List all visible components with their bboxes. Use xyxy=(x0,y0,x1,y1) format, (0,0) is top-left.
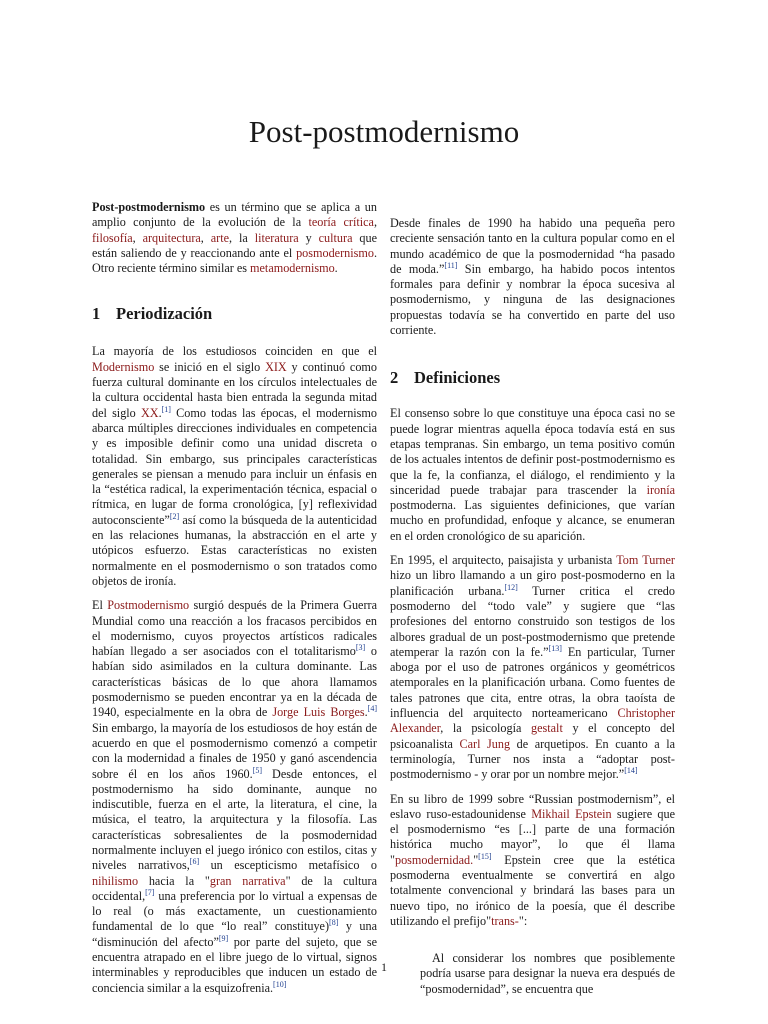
text: " de la cultura occidental, xyxy=(92,873,377,903)
text: El consenso sobre lo que constituye una época casi no se puede lograr mientras aquella época todavía está en sus etapas tempranas. Sin embargo, un tema positivo común de los actuales intentos de definir post-postmodernismo es que la fe, la confianza, el diálogo, el rendimiento y la sinceridad puede trabajar para trascender la xyxy=(390,406,675,497)
citation-ref[interactable]: [14] xyxy=(624,766,638,776)
text: En su libro de 1999 sobre “Russian postmodernism”, el eslavo ruso-estadounidense xyxy=(390,791,675,821)
link-ironia[interactable]: ironía xyxy=(646,482,675,497)
page-title: Post-postmodernismo xyxy=(248,114,520,149)
right-column xyxy=(390,216,675,1006)
text: hizo un libro llamando a un giro post-posmoderno en la planificación urbana. xyxy=(390,568,675,598)
link-postmodernismo[interactable]: Postmodernismo xyxy=(107,598,190,613)
text: postmoderna. Las siguientes definiciones, que varían mucho en profundidad, enfoque y alcance, se enumeran en el orden cronológico de su aparición. xyxy=(390,498,675,543)
text: . xyxy=(158,405,162,420)
text: , xyxy=(200,230,211,245)
link-teoria-critica[interactable]: teoría crítica xyxy=(308,215,374,230)
periodizacion-paragraph-3 xyxy=(390,216,675,338)
link-metamodernismo[interactable]: metamodernismo xyxy=(250,261,335,276)
citation-ref[interactable]: [3] xyxy=(355,643,366,653)
citation-ref[interactable]: [10] xyxy=(273,979,287,989)
citation-ref[interactable]: [1] xyxy=(161,404,171,414)
citation-ref[interactable]: [6] xyxy=(189,857,200,867)
text: así como la búsqueda de la autenticidad en las relaciones humanas, la abstracción en el arte y utópicos esfuerzo. Estas características no existen normalmente en el posmodernismo o son tratados como objetos de ironía. xyxy=(92,512,377,588)
text: que están saliendo de y reaccionando ante el xyxy=(92,230,378,260)
text: Como todas las épocas, el modernismo abarca múltiples direcciones individuales en competencia y es imposible definir como una unidad discreta o totalidad. Sin embargo, sus principales características generales se piensan a menudo para incluir un énfasis en la “estética radical, la experimentación técnica, espacial o rítmica, en lugar de forma cronológica, [y] reflexividad autoconsciente” xyxy=(92,405,377,527)
link-literatura[interactable]: literatura xyxy=(254,230,299,245)
text: de arquetipos. En cuanto a la terminología, Turner nos insta a “adoptar post-postmodernismo - y orar por un nombre mejor.” xyxy=(390,736,676,782)
text: hacia la " xyxy=(138,873,210,888)
text: . Otro reciente término similar es xyxy=(92,245,377,276)
text: , xyxy=(373,215,377,230)
text: Desde finales de 1990 ha habido una pequeña pero creciente sensación tanto en la cultura popular como en el mundo académico de que la posmodernidad “ha pasado de moda.” xyxy=(390,216,675,276)
section-title: Definiciones xyxy=(414,368,501,388)
text: , xyxy=(132,230,143,245)
link-mikhail-epstein[interactable]: Mikhail Epstein xyxy=(531,806,612,821)
text: Turner critica el credo posmoderno del “todo vale” y sugiere que “las profesiones del entorno construido son testigos de los albores gradual de un post-postmodernismo que pretende atemperar la razón con la fe.” xyxy=(390,583,675,659)
text: En 1995, el arquitecto, paisajista y urbanista xyxy=(390,553,617,568)
definiciones-paragraph-3 xyxy=(390,792,675,930)
link-gran-narrativa[interactable]: gran narrativa xyxy=(209,873,286,888)
text: un escepticismo metafísico o xyxy=(199,858,377,873)
quote-text: Al considerar los nombres que posiblemente podría usarse para designar la nueva era después de “posmodernidad”, se encuentra que xyxy=(420,951,675,996)
periodizacion-paragraph-2 xyxy=(92,598,377,996)
definiciones-paragraph-1 xyxy=(390,406,675,544)
text: ": xyxy=(518,913,528,928)
periodizacion-paragraph-1 xyxy=(92,344,377,589)
text: El xyxy=(92,598,108,613)
text: , la xyxy=(229,230,255,245)
text: por parte del sujeto, que se encuentra atrapado en el libre juego de lo virtual, signos interminables y reproducibles que inducen un estado de conciencia similar a la esquizofrenia. xyxy=(92,934,378,995)
link-arte[interactable]: arte xyxy=(210,230,230,245)
text: se inició en el siglo xyxy=(154,359,266,374)
intro-term: Post-postmodernismo xyxy=(92,200,206,214)
text: " xyxy=(473,852,479,867)
text: y una “disminución del afecto” xyxy=(92,919,377,949)
section-title: Periodización xyxy=(116,304,213,324)
citation-ref[interactable]: [4] xyxy=(367,704,377,714)
text: Sin embargo, la mayoría de los estudiosos de hoy están de acuerdo en que el posmodernismo comenzó a competir con la modernidad a finales de 1950 y ganó ascendencia sobre él en los años 1960. xyxy=(92,720,377,781)
text: En particular, Turner aboga por el uso de patrones orgánicos y geométricos atemporales en la planificación urbana. Como fuentes de tales patrones que cita, entre otras, la obra taoísta de influencia del arquitecto norteamericano xyxy=(390,644,675,721)
definiciones-paragraph-2 xyxy=(390,553,675,782)
citation-ref[interactable]: [15] xyxy=(478,851,492,861)
text: Desde entonces, el postmodernismo ha sido dominante, aunque no indiscutible, fuerza en el arte, la literatura, el cine, la música, el teatro, la arquitectura y la filosofía. Las características sobresalientes de la posmodernidad normalmente incluyen el juego irónico con estilos, citas y niveles narrativos, xyxy=(92,766,377,873)
link-christopher-alexander[interactable]: Christopher Alexander xyxy=(390,706,675,736)
text: es un término que se aplica a un amplio conjunto de la evolución de la xyxy=(92,200,377,230)
section-number: 1 xyxy=(92,304,101,324)
text: y continuó como fuerza cultural dominante en los círculos intelectuales de la cultura occidental hasta bien entrada la segunda mitad del siglo xyxy=(92,359,377,420)
text: Sin embargo, ha habido pocos intentos formales para definir y nombrar la época sucesiva al posmodernismo, y ninguna de las designaciones propuestas todavía se ha convertido en parte del uso corriente. xyxy=(390,261,676,338)
text: La mayoría de los estudiosos coinciden en que el xyxy=(92,344,377,359)
intro-paragraph xyxy=(92,200,377,276)
text: y xyxy=(298,230,319,245)
link-nihilismo[interactable]: nihilismo xyxy=(92,873,139,888)
text: surgió después de la Primera Guerra Mundial como una reacción a los fracasos percibidos en el modernismo, cuyos proyectos artísticos radicales habían llegado a ser asociados con el totalitarismo xyxy=(92,598,377,659)
text: sugiere que el posmodernismo “es [...] parte de una formación histórica mucho mayor”, lo que él llama " xyxy=(390,806,675,867)
link-posmodernismo[interactable]: posmodernismo xyxy=(296,245,374,260)
link-xx[interactable]: XX xyxy=(140,405,159,420)
citation-ref[interactable]: [13] xyxy=(548,643,562,653)
link-posmodernidad[interactable]: posmodernidad. xyxy=(394,852,474,867)
text: , la psicología xyxy=(440,721,532,736)
citation-ref[interactable]: [2] xyxy=(169,511,180,521)
text: Epstein cree que la estética posmoderna eventualmente se convertirá en algo totalmente convencional y brindará las bases para un nuevo tipo, no irónico de la poesía, que él describe utilizando el prefijo" xyxy=(390,852,675,928)
link-gestalt[interactable]: gestalt xyxy=(531,721,563,736)
link-jorge-luis-borges[interactable]: Jorge Luis Borges xyxy=(272,705,365,720)
left-column xyxy=(92,200,377,1005)
text: . xyxy=(334,261,338,276)
section-heading-definiciones xyxy=(390,368,675,388)
section-heading-periodizacion xyxy=(92,304,377,324)
link-cultura[interactable]: cultura xyxy=(318,230,353,245)
link-modernismo[interactable]: Modernismo xyxy=(92,359,155,374)
link-tom-turner[interactable]: Tom Turner xyxy=(616,553,675,568)
page-number: 1 xyxy=(381,960,387,974)
citation-ref[interactable]: [12] xyxy=(504,582,518,592)
text: una preferencia por lo virtual a expensas de lo real (o más exactamente, un cuestionamiento fundamental de lo que “lo real” constituye) xyxy=(92,888,377,934)
citation-ref[interactable]: [8] xyxy=(329,918,339,928)
link-carl-jung[interactable]: Carl Jung xyxy=(459,736,511,751)
link-xix[interactable]: XIX xyxy=(265,359,287,374)
text: o habían sido asimilados en la cultura dominante. Las características básicas de lo que ahora llamamos posmodernismo se pueden encontrar ya en la década de 1940, especialmente en la obra de xyxy=(92,644,378,720)
section-number: 2 xyxy=(390,368,399,388)
citation-ref[interactable]: [9] xyxy=(218,933,229,943)
text: . xyxy=(364,705,368,720)
citation-ref[interactable]: [11] xyxy=(444,260,458,270)
text: y el concepto del psicoanalista xyxy=(390,721,675,751)
citation-ref[interactable]: [7] xyxy=(145,887,155,897)
link-trans[interactable]: trans- xyxy=(491,913,519,928)
link-arquitectura[interactable]: arquitectura xyxy=(142,230,201,245)
citation-ref[interactable]: [5] xyxy=(252,765,263,775)
link-filosofia[interactable]: filosofía xyxy=(92,230,133,245)
